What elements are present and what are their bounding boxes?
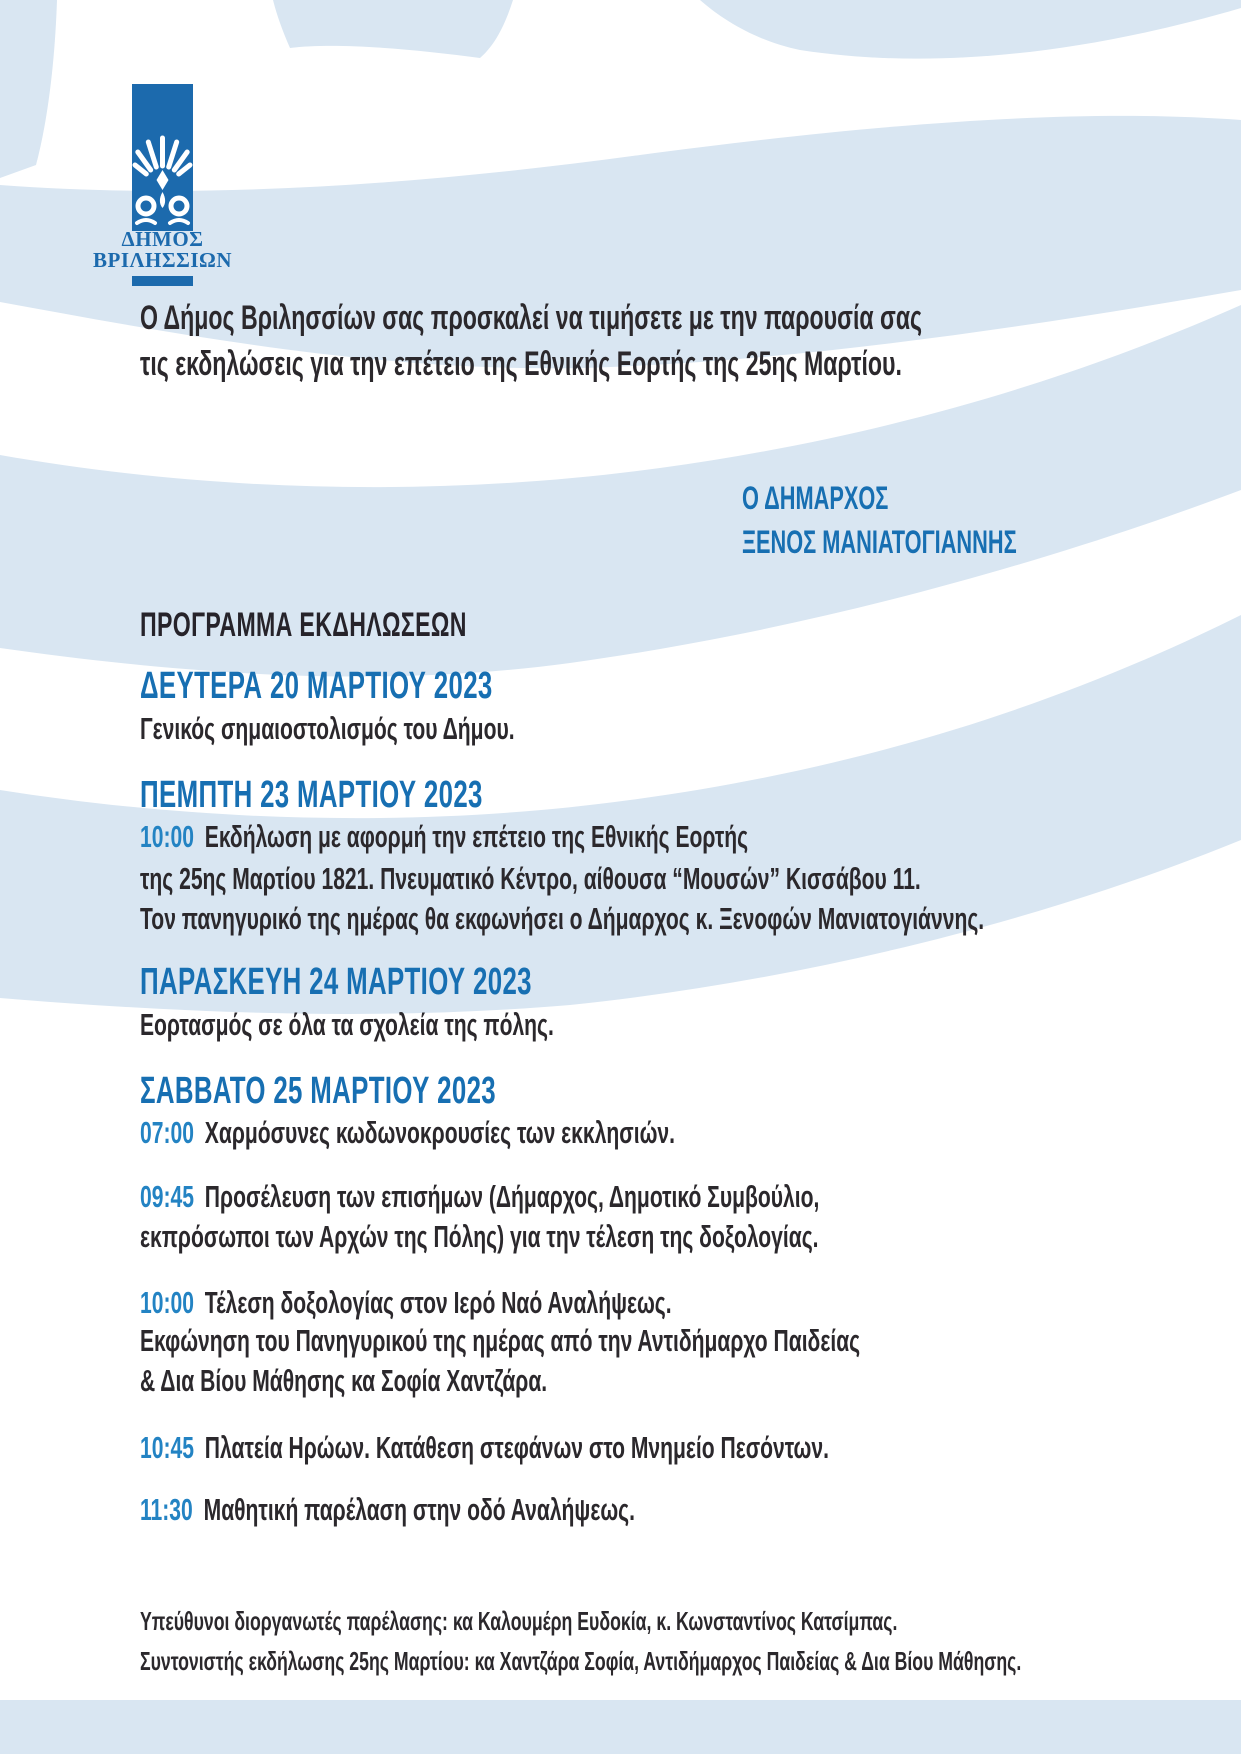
event-text: Πλατεία Ηρώων. Κατάθεση στεφάνων στο Μνημείο Πεσόντων. [204, 1430, 829, 1465]
event-line [140, 1286, 672, 1320]
signature-title: Ο ΔΗΜΑΡΧΟΣ [742, 480, 889, 516]
event-text: Προσέλευση των επισήμων (Δήμαρχος, Δημοτικό Συμβούλιο, [204, 1179, 820, 1214]
palmette-icon [132, 128, 193, 228]
event-time: 11:30 [140, 1492, 193, 1527]
intro-line-1: Ο Δήμος Βριλησσίων σας προσκαλεί να τιμήσετε με την παρουσία σας [140, 299, 923, 337]
event-text: Εκδήλωση με αφορμή την επέτειο της Εθνικής Εορτής [204, 819, 749, 854]
flag-cross-top-band [273, 0, 513, 58]
event-line: Εκφώνηση του Πανηγυρικού της ημέρας από την Αντιδήμαρχο Παιδείας [140, 1323, 861, 1358]
flag-top-right-band [700, 0, 1241, 59]
footer-organizers: Υπεύθυνοι διοργανωτές παρέλασης: κα Καλουμέρη Ευδοκία, κ. Κωνσταντίνος Κατσίμπας. [140, 1606, 898, 1636]
flag-cross-left-band [0, 0, 57, 178]
municipality-logo [132, 84, 193, 231]
event-line [140, 820, 748, 854]
event-line: της 25ης Μαρτίου 1821. Πνευματικό Κέντρο, αίθουσα “Μουσών” Κισσάβου 11. [140, 861, 921, 896]
event-time: 10:00 [140, 819, 194, 854]
logo-word-dimos: ΔΗΜΟΣ [121, 227, 204, 251]
event-line: Γενικός σημαιοστολισμός του Δήμου. [140, 711, 515, 746]
program-heading: ΠΡΟΓΡΑΜΜΑ ΕΚΔΗΛΩΣΕΩΝ [140, 606, 467, 644]
municipality-logo-text [62, 229, 263, 271]
event-time: 10:45 [140, 1430, 194, 1465]
day-date: ΠΕΜΠΤΗ 23 ΜΑΡΤΙΟΥ 2023 [140, 774, 483, 816]
footer-coordinator: Συντονιστής εκδήλωσης 25ης Μαρτίου: κα Χαντζάρα Σοφία, Αντιδήμαρχος Παιδείας & Δια Βίου Μάθησης. [140, 1646, 1022, 1676]
bottom-accent-band [0, 1700, 1241, 1754]
event-line [140, 1180, 819, 1214]
event-line: Εορτασμός σε όλα τα σχολεία της πόλης. [140, 1007, 554, 1042]
day-date: ΔΕΥΤΕΡΑ 20 ΜΑΡΤΙΟΥ 2023 [140, 665, 493, 707]
event-line [140, 1493, 635, 1527]
event-line: & Δια Βίου Μάθησης κα Σοφία Χαντζάρα. [140, 1363, 548, 1398]
event-time: 10:00 [140, 1285, 194, 1320]
signature-name: ΞΕΝΟΣ ΜΑΝΙΑΤΟΓΙΑΝΝΗΣ [742, 524, 1017, 560]
event-line [140, 1431, 829, 1465]
event-line: εκπρόσωποι των Αρχών της Πόλης) για την τέλεση της δοξολογίας. [140, 1219, 819, 1254]
event-time: 07:00 [140, 1115, 194, 1150]
event-text: Μαθητική παρέλαση στην οδό Αναλήψεως. [203, 1492, 635, 1527]
event-line: Τον πανηγυρικό της ημέρας θα εκφωνήσει ο Δήμαρχος κ. Ξενοφών Μανιατογιάννης. [140, 901, 985, 936]
event-line [140, 1116, 675, 1150]
event-text: Τέλεση δοξολογίας στον Ιερό Ναό Αναλήψεως. [204, 1285, 672, 1320]
day-date: ΠΑΡΑΣΚΕΥΗ 24 ΜΑΡΤΙΟΥ 2023 [140, 961, 532, 1003]
logo-word-vrilission: ΒΡΙΛΗΣΣΙΩΝ [92, 248, 232, 272]
day-date: ΣΑΒΒΑΤΟ 25 ΜΑΡΤΙΟΥ 2023 [140, 1070, 497, 1112]
event-time: 09:45 [140, 1179, 194, 1214]
intro-line-2: τις εκδηλώσεις για την επέτειο της Εθνικής Εορτής της 25ης Μαρτίου. [140, 345, 902, 383]
logo-underline-bar [132, 276, 193, 286]
event-text: Χαρμόσυνες κωδωνοκρουσίες των εκκλησιών. [204, 1115, 675, 1150]
